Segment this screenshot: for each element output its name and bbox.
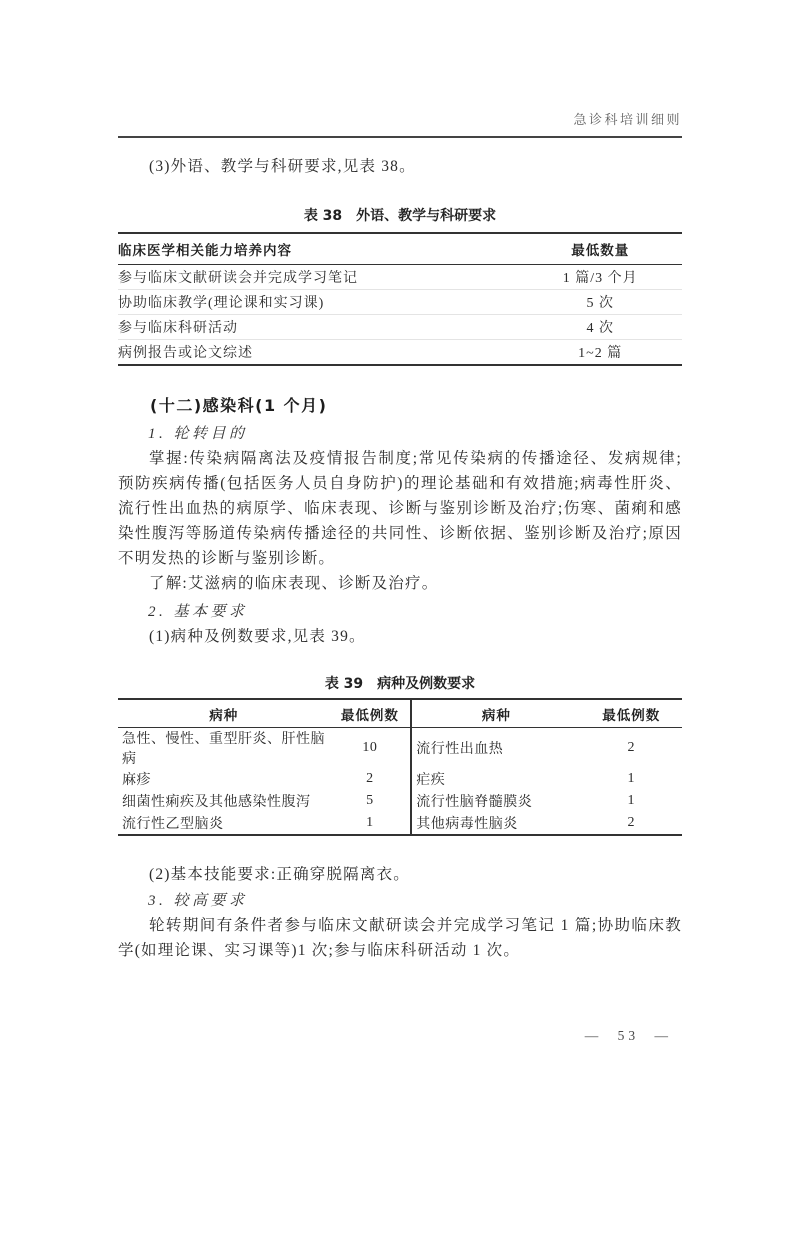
table38-caption [118, 207, 682, 225]
table39-cell-min: 1 [366, 815, 374, 830]
subitem-basic-requirements: 2. 基本要求 [148, 604, 248, 620]
table-38 [118, 232, 682, 366]
table39-cell-min: 2 [366, 771, 374, 786]
table38-cell-min: 1~2 篇 [518, 340, 682, 366]
table39-cell-min: 2 [627, 740, 635, 755]
table38-col-header-content: 临床医学相关能力培养内容 [118, 233, 518, 265]
table-row [118, 790, 682, 812]
table39-col-header-min-left: 最低例数 [330, 699, 412, 728]
table39-cell-disease: 其他病毒性脑炎 [411, 812, 580, 835]
table39-caption-title: 病种及例数要求 [377, 676, 476, 692]
table-row [118, 315, 682, 340]
table39-cell-disease: 流行性乙型脑炎 [122, 817, 224, 832]
table39-cell-min: 5 [366, 793, 374, 808]
table-row [118, 812, 682, 835]
table38-cell-item: 参与临床文献研读会并完成学习笔记 [118, 271, 358, 286]
paragraph-advanced: 轮转期间有条件者参与临床文献研读会并完成学习笔记 1 篇;协助临床教学(如理论课、实习课等)1 次;参与临床科研活动 1 次。 [118, 917, 682, 959]
table38-cell-min: 4 次 [518, 315, 682, 340]
table39-col-header-disease-left: 病种 [118, 699, 330, 728]
table-39 [118, 698, 682, 836]
table-row [118, 290, 682, 315]
table39-cell-min: 2 [627, 815, 635, 830]
page-number: — 53 — [584, 1028, 672, 1043]
table39-caption [118, 675, 682, 693]
table38-caption-title: 外语、教学与科研要求 [356, 208, 497, 224]
table39-col-header-disease-right: 病种 [411, 699, 580, 728]
table38-cell-min: 5 次 [518, 290, 682, 315]
table38-cell-item: 病例报告或论文综述 [118, 340, 518, 366]
table-row [118, 340, 682, 366]
header-rule [118, 136, 682, 138]
subitem-rotation-purpose: 1. 轮转目的 [148, 426, 248, 442]
table38-cell-item: 参与临床科研活动 [118, 315, 518, 340]
paragraph-understand: 了解:艾滋病的临床表现、诊断及治疗。 [149, 575, 439, 592]
table39-cell-min: 1 [627, 793, 635, 808]
table39-cell-disease: 麻疹 [122, 773, 151, 788]
table39-cell-min: 1 [627, 771, 635, 786]
paragraph-req2: (2)基本技能要求:正确穿脱隔离衣。 [149, 866, 410, 883]
table38-cell-item: 协助临床教学(理论课和实习课) [118, 290, 518, 315]
paragraph-intro: (3)外语、教学与科研要求,见表 38。 [149, 158, 416, 175]
table39-col-header-min-right: 最低例数 [580, 699, 682, 728]
subitem-advanced-requirements: 3. 较高要求 [148, 893, 248, 909]
table39-cell-min: 10 [362, 740, 378, 755]
table39-cell-disease: 疟疾 [411, 768, 580, 790]
table39-cell-disease: 流行性出血热 [411, 728, 580, 769]
table39-cell-disease: 细菌性痢疾及其他感染性腹泻 [122, 795, 311, 810]
table39-caption-label: 表 39 [324, 676, 364, 692]
table39-cell-disease: 急性、慢性、重型肝炎、肝性脑病 [122, 732, 325, 767]
table38-header-row [118, 233, 682, 265]
paragraph-req1: (1)病种及例数要求,见表 39。 [149, 628, 366, 645]
table-row [118, 265, 682, 290]
table38-cell-min: 1 篇/3 个月 [562, 271, 638, 286]
table39-header-row [118, 699, 682, 728]
paragraph-master: 掌握:传染病隔离法及疫情报告制度;常见传染病的传播途径、发病规律;预防疾病传播(包括医务人员自身防护)的理论基础和有效措施;病毒性肝炎、流行性出血热的病原学、临床表现、诊断与鉴别诊断及治疗;伤寒、菌痢和感染性腹泻等肠道传染病传播途径的共同性、诊断依据、鉴别诊断及治疗;原因不明发热的诊断与鉴别诊断。 [118, 450, 682, 567]
running-header: 急诊科培训细则 [573, 113, 682, 128]
table39-cell-disease: 流行性脑脊髓膜炎 [411, 790, 580, 812]
section-heading-infectious-disease: (十二)感染科(1 个月) [150, 396, 328, 415]
table38-col-header-min: 最低数量 [518, 233, 682, 265]
table-row [118, 768, 682, 790]
document-page [118, 112, 682, 1045]
table38-caption-label: 表 38 [303, 208, 343, 224]
table-row [118, 728, 682, 769]
